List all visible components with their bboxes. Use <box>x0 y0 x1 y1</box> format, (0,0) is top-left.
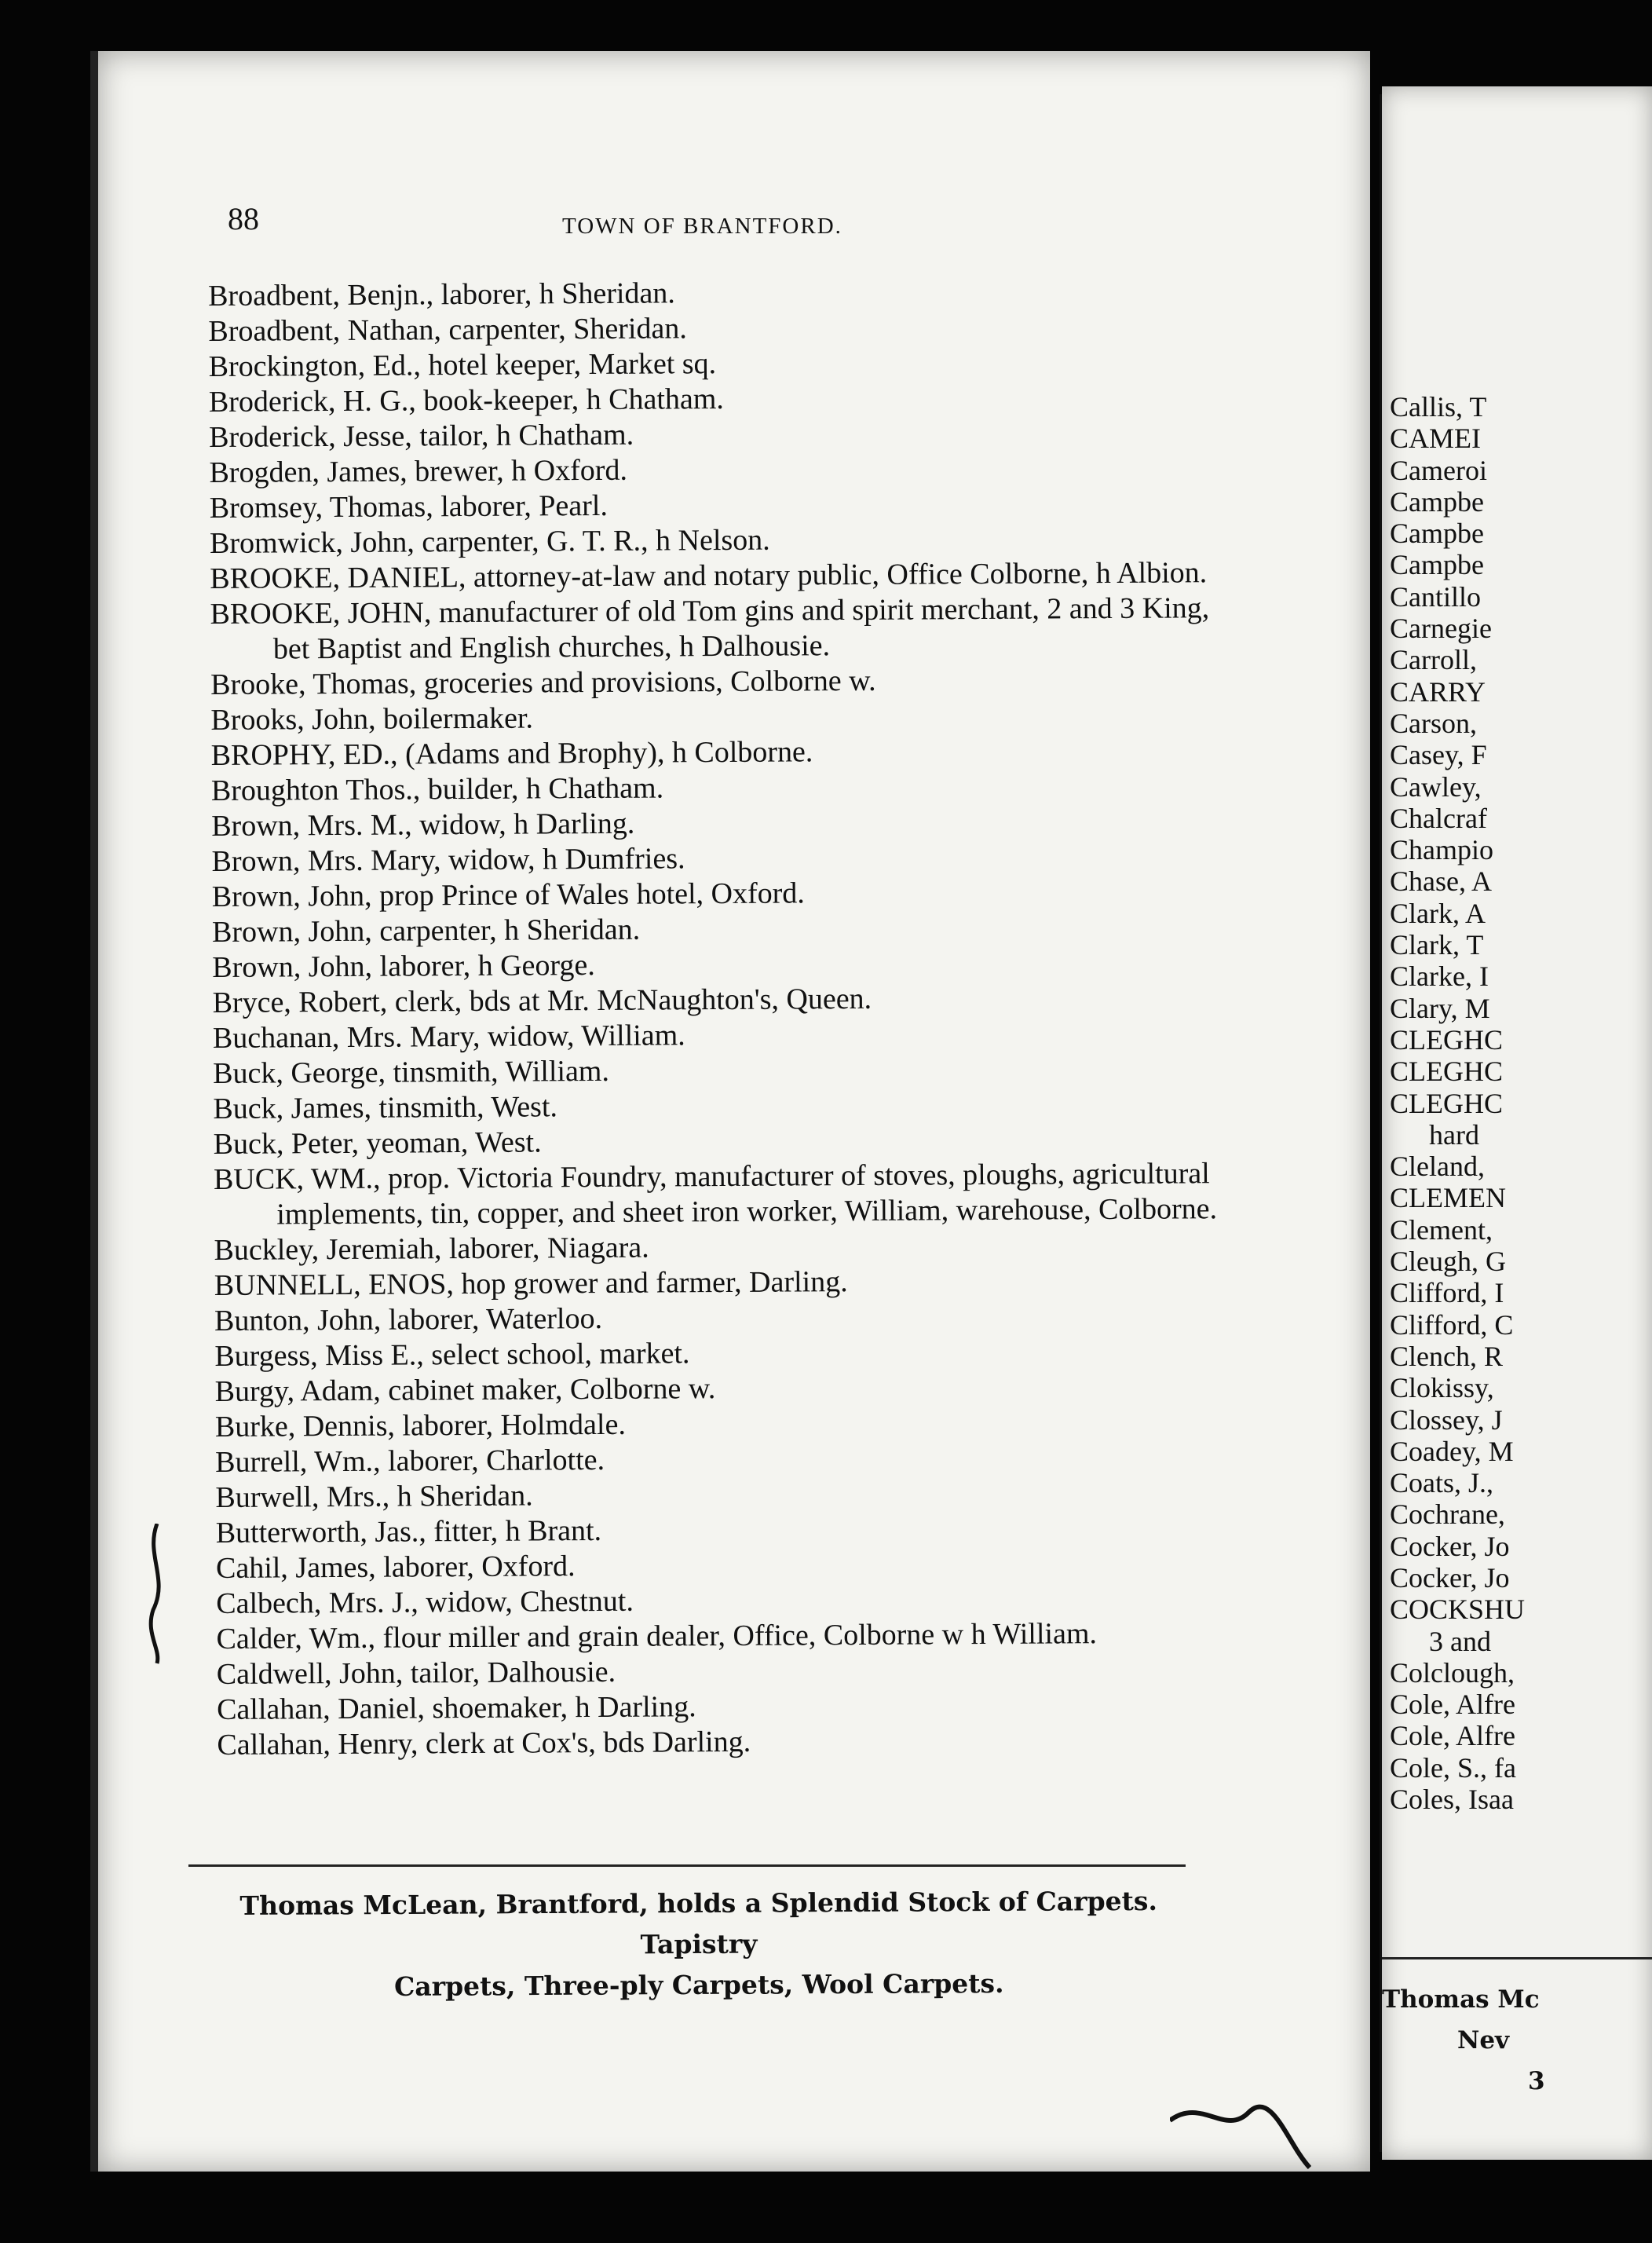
running-head: TOWN OF BRANTFORD. <box>562 214 842 239</box>
right-page-entry: Clokissy, <box>1390 1372 1494 1404</box>
directory-entry: Calbech, Mrs. J., widow, Chestnut. <box>216 1584 634 1620</box>
directory-entry: Brogden, James, brewer, h Oxford. <box>209 453 628 489</box>
right-page-entry: CARRY <box>1390 675 1486 708</box>
right-page-entry: Clossey, J <box>1390 1403 1503 1436</box>
right-page-entry: Clark, T <box>1390 929 1484 961</box>
directory-entry: Calder, Wm., flour miller and grain dealer, Office, Colborne w h William. <box>216 1617 1098 1656</box>
directory-entry: Buck, George, tinsmith, William. <box>213 1054 610 1090</box>
right-page-entry: CLEMEN <box>1390 1182 1506 1214</box>
right-page-entry: CLEGHC <box>1390 1087 1503 1119</box>
directory-entry: Burgess, Miss E., select school, market. <box>214 1337 690 1373</box>
right-page-entry: Cawley, <box>1390 770 1482 803</box>
directory-entry: Brown, Mrs. Mary, widow, h Dumfries. <box>211 842 685 878</box>
right-page-entry: Cantillo <box>1390 580 1481 613</box>
directory-entry: Caldwell, John, tailor, Dalhousie. <box>216 1655 616 1691</box>
right-page-entry: CLEGHC <box>1390 1056 1503 1088</box>
right-page-entry: Cocker, Jo <box>1390 1561 1510 1594</box>
advert-rule <box>188 1864 1186 1867</box>
directory-entry: BROPHY, ED., (Adams and Brophy), h Colborne. <box>210 735 813 772</box>
right-page <box>1382 86 1652 2160</box>
directory-entry: Brown, John, carpenter, h Sheridan. <box>211 913 641 949</box>
directory-entry: Broderick, Jesse, tailor, h Chatham. <box>209 418 634 454</box>
margin-scratch-mark <box>141 1524 173 1665</box>
directory-entry: Callahan, Henry, clerk at Cox's, bds Darling. <box>217 1725 751 1762</box>
directory-entry: Bromwick, John, carpenter, G. T. R., h Nelson. <box>209 523 770 560</box>
directory-entry: Burwell, Mrs., h Sheridan. <box>215 1479 533 1514</box>
right-page-entry: Carnegie <box>1390 613 1492 645</box>
right-page-entry: hard <box>1429 1118 1479 1151</box>
directory-entry: Bromsey, Thomas, laborer, Pearl. <box>209 488 609 525</box>
right-page-entry: Clench, R <box>1390 1340 1503 1372</box>
directory-entry: Burgy, Adam, cabinet maker, Colborne w. <box>214 1372 716 1408</box>
directory-entry: Buck, Peter, yeoman, West. <box>213 1125 542 1161</box>
directory-entry: Broderick, H. G., book-keeper, h Chatham. <box>208 382 724 419</box>
page-number: 88 <box>228 201 259 236</box>
right-page-entry: Clary, M <box>1390 992 1490 1024</box>
right-page-entry: Carroll, <box>1390 644 1477 676</box>
right-page-entry: Clifford, C <box>1390 1308 1514 1341</box>
right-page-entry: Cole, Alfre <box>1390 1689 1515 1721</box>
right-page-entry: CLEGHC <box>1390 1023 1503 1056</box>
directory-entry: Burke, Dennis, laborer, Holmdale. <box>214 1407 627 1443</box>
directory-entry: Brown, John, prop Prince of Wales hotel, Oxford. <box>211 876 805 913</box>
directory-entry: BUCK, WM., prop. Victoria Foundry, manufacturer of stoves, ploughs, agricultural implements, tin, copper, and sheet iron worker, William, warehouse, Colborne. <box>213 1157 1218 1231</box>
right-page-entry: Chalcraf <box>1390 802 1487 834</box>
right-page-entry: Campbe <box>1390 549 1484 581</box>
right-page-entry: Chase, A <box>1390 865 1492 898</box>
right-page-entry: Colclough, <box>1390 1656 1515 1689</box>
right-page-entry: Champio <box>1390 834 1493 866</box>
right-page-entry: Coles, Isaa <box>1390 1784 1514 1816</box>
right-advert-line-1: Thomas Mc <box>1382 1985 1540 2014</box>
right-page-entry: 3 and <box>1429 1625 1491 1657</box>
advert-line-1: Thomas McLean, Brantford, holds a Splendid Stock of Carpets. Tapistry <box>239 1885 1158 1960</box>
right-advert-line-2: Nev <box>1457 2026 1510 2055</box>
right-page-entry: Callis, T <box>1390 391 1487 423</box>
directory-entry: Brooks, John, boilermaker. <box>210 701 534 737</box>
right-page-advert <box>1382 1979 1545 2102</box>
directory-entry: Buckley, Jeremiah, laborer, Niagara. <box>214 1231 649 1267</box>
right-page-entry: Clement, <box>1390 1213 1493 1246</box>
directory-entry: Buchanan, Mrs. Mary, widow, William. <box>212 1019 685 1055</box>
directory-entry: Butterworth, Jas., fitter, h Brant. <box>215 1513 602 1550</box>
directory-entry: Brockington, Ed., hotel keeper, Market sq. <box>208 347 717 383</box>
directory-entry: Bryce, Robert, clerk, bds at Mr. McNaughton's, Queen. <box>212 982 872 1019</box>
directory-entry: Brown, Mrs. M., widow, h Darling. <box>211 807 635 843</box>
directory-entry: Broadbent, Nathan, carpenter, Sheridan. <box>208 312 687 348</box>
right-page-entry: Cleland, <box>1390 1151 1485 1183</box>
right-page-entry: Coadey, M <box>1390 1435 1514 1467</box>
right-page-entry: Coats, J., <box>1390 1467 1494 1499</box>
right-page-entry: Clarke, I <box>1390 961 1489 993</box>
directory-entry: Broughton Thos., builder, h Chatham. <box>210 771 664 807</box>
right-page-entries <box>1382 391 1525 1815</box>
right-page-entry: COCKSHU <box>1390 1594 1526 1626</box>
advert-line-2: Carpets, Three-ply Carpets, Wool Carpets. <box>393 1967 1004 2003</box>
right-advert-line-3: 3 <box>1528 2067 1545 2095</box>
right-page-entry: Campbe <box>1390 518 1484 550</box>
bottom-scratch-mark <box>1170 2089 1311 2183</box>
directory-entry: Callahan, Daniel, shoemaker, h Darling. <box>217 1690 696 1726</box>
right-page-rule <box>1382 1957 1652 1959</box>
directory-entry: Bunton, John, laborer, Waterloo. <box>214 1301 603 1337</box>
right-page-entry: Cochrane, <box>1390 1498 1505 1531</box>
advertisement <box>196 1881 1202 2009</box>
directory-entry: Cahil, James, laborer, Oxford. <box>215 1550 576 1585</box>
directory-entry: Brown, John, laborer, h George. <box>212 949 595 984</box>
directory-entry: BROOKE, DANIEL, attorney-at-law and notary public, Office Colborne, h Albion. <box>210 556 1208 595</box>
directory-entry: Burrell, Wm., laborer, Charlotte. <box>215 1443 605 1479</box>
right-page-entry: Cameroi <box>1390 454 1487 486</box>
right-page-entry: Campbe <box>1390 485 1484 518</box>
directory-entry: Buck, James, tinsmith, West. <box>213 1090 558 1125</box>
right-page-entry: Cleugh, G <box>1390 1246 1506 1278</box>
right-page-entry: Carson, <box>1390 707 1477 739</box>
right-page-entry: Clifford, I <box>1390 1277 1504 1309</box>
directory-entry: BUNNELL, ENOS, hop grower and farmer, Darling. <box>214 1265 848 1302</box>
right-page-entry: Clark, A <box>1390 897 1486 929</box>
directory-entry: BROOKE, JOHN, manufacturer of old Tom gins and spirit merchant, 2 and 3 King, bet Baptist and English churches, h Dalhousie. <box>210 591 1210 666</box>
right-page-entry: Cole, S., fa <box>1390 1751 1516 1784</box>
right-page-entry: Cole, Alfre <box>1390 1720 1515 1752</box>
directory-entries <box>208 273 1230 1763</box>
directory-entry: Broadbent, Benjn., laborer, h Sheridan. <box>208 276 675 313</box>
right-page-entry: Casey, F <box>1390 739 1487 771</box>
right-page-entry: Cocker, Jo <box>1390 1530 1510 1562</box>
directory-entry: Brooke, Thomas, groceries and provisions, Colborne w. <box>210 664 876 701</box>
right-page-entry: CAMEI <box>1390 423 1481 455</box>
